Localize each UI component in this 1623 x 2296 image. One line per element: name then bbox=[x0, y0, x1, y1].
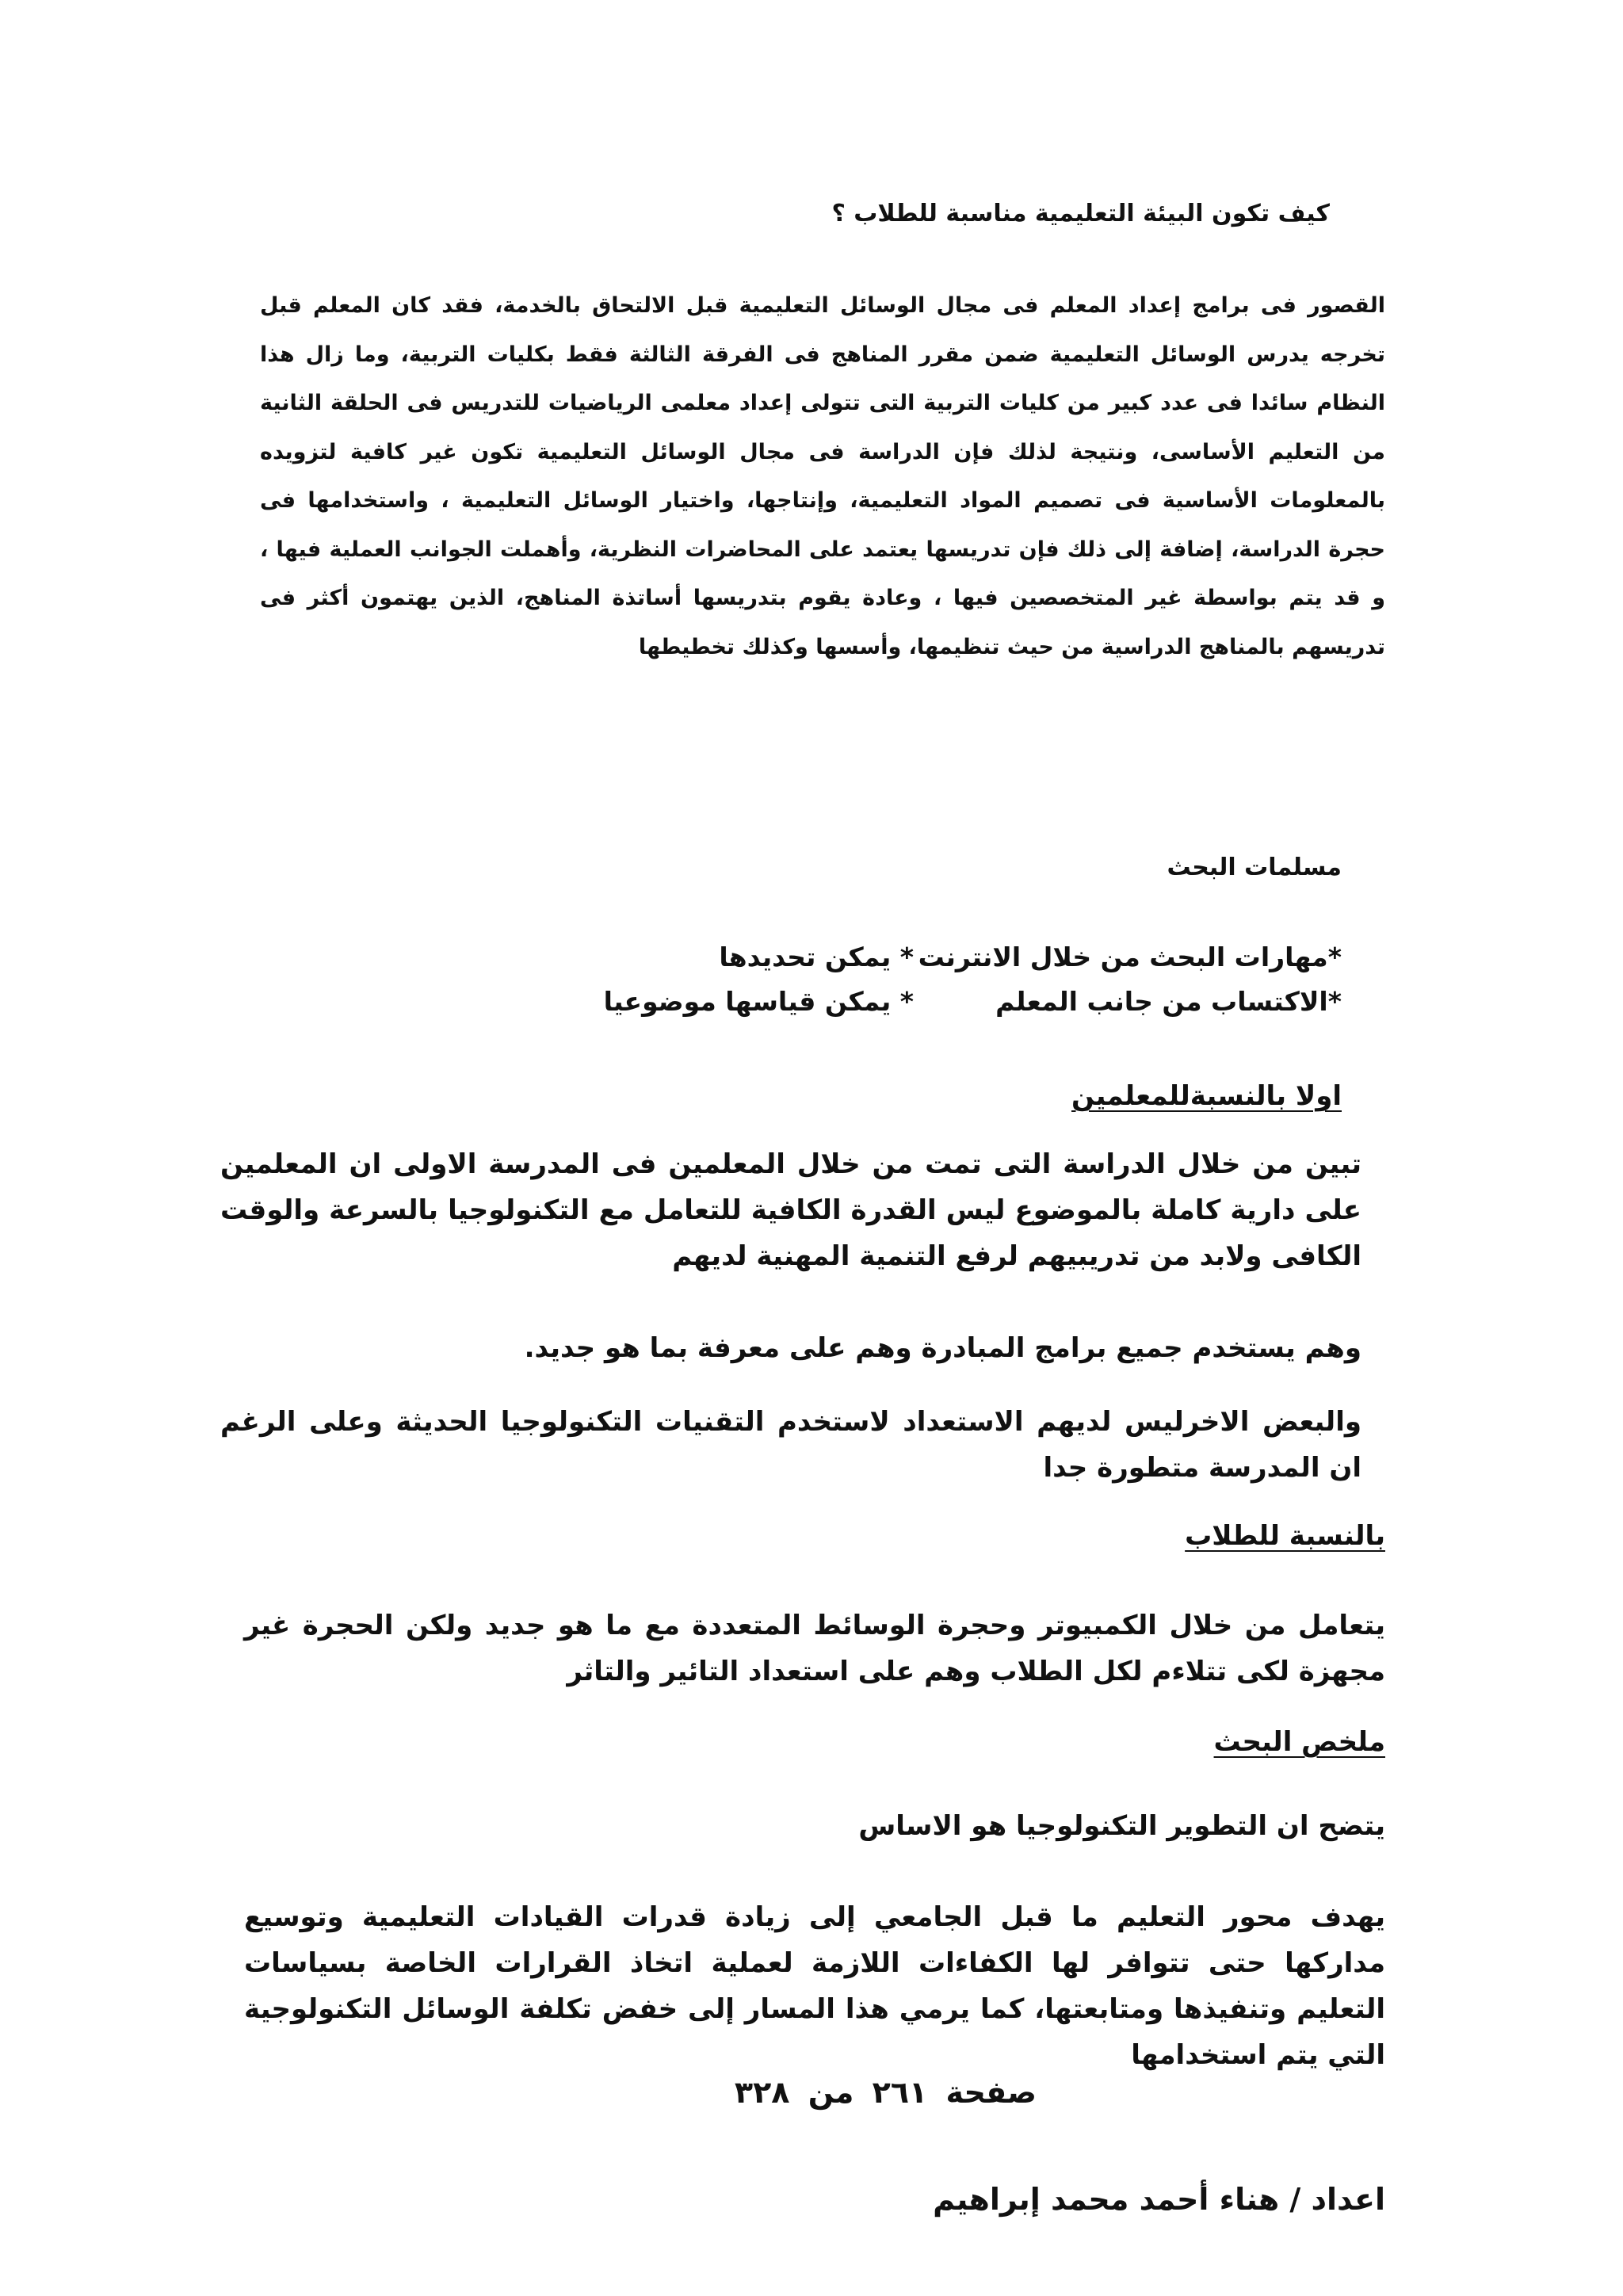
page-number: صفحة ٢٦١ من ٣٢٨ bbox=[734, 2075, 1037, 2110]
assumptions-heading: مسلمات البحث bbox=[1167, 854, 1342, 881]
summary-heading: ملخص البحث bbox=[1213, 1726, 1385, 1758]
page-title: كيف تكون البيئة التعليمية مناسبة للطلاب ؟ bbox=[831, 200, 1330, 227]
summary-paragraph: يهدف محور التعليم ما قبل الجامعي إلى زيادة قدرات القيادات التعليمية وتوسيع مداركها حتى تتوافر لها الكفاءات اللازمة لعملية اتخاذ القرارات الخاصة بسياسات التعليم وتنفيذها ومتابعتها، كما يرمي هذا المسار إلى خفض تكلفة الوسائل التكنولوجية التي يتم استخدامها bbox=[244, 1901, 1385, 2071]
assumption-row bbox=[232, 935, 1342, 980]
assumption-note: * يمكن تحديدها bbox=[719, 942, 914, 972]
teachers-paragraph: وهم يستخدم جميع برامج المبادرة وهم على معرفة بما هو جديد. bbox=[524, 1332, 1361, 1364]
teachers-paragraph: تبين من خلال الدراسة التى تمت من خلال المعلمين فى المدرسة الاولى ان المعلمين على دارية كاملة بالموضوع ليس القدرة الكافية للتعامل مع التكنولوجيا بالسرعة والوقت الكافى ولابد من تدريبيهم لرفع التنمية المهنية لديهم bbox=[220, 1148, 1361, 1272]
students-paragraph: يتعامل من خلال الكمبيوتر وحجرة الوسائط المتعددة مع ما هو جديد ولكن الحجرة غير مجهزة لكى تتلاءم لكل الطلاب وهم على استعداد التائير والتاثر bbox=[244, 1610, 1385, 1687]
assumption-item: *الاكتساب من جانب المعلم bbox=[995, 986, 1342, 1017]
teachers-paragraph: والبعض الاخرليس لديهم الاستعداد لاستخدم التقنيات التكنولوجيا الحديثة وعلى الرغم ان المدرسة متطورة جدا bbox=[220, 1406, 1361, 1484]
assumption-note: * يمكن قياسها موضوعيا bbox=[603, 986, 914, 1017]
intro-paragraph: القصور فى برامج إعداد المعلم فى مجال الوسائل التعليمية قبل الالتحاق بالخدمة، فقد كان المعلم قبل تخرجه يدرس الوسائل التعليمية ضمن مقرر المناهج فى الفرقة الثالثة فقط بكليات التربية، وما زال هذا النظام سائدا فى عدد كبير من كليات التربية التى تتولى إعداد معلمى الرياضيات للتدريس فى الحلقة الثانية من التعليم الأساسى، ونتيجة لذلك فإن الدراسة فى مجال الوسائل التعليمية تكون غير كافية لتزويده بالمعلومات الأساسية فى تصميم المواد التعليمية، وإنتاجها، واختيار الوسائل التعليمية ، واستخدامها فى حجرة الدراسة، إضافة إلى ذلك فإن تدريسها يعتمد على المحاضرات النظرية، وأهملت الجوانب العملية فيها ، و قد يتم بواسطة غير المتخصصين فيها ، وعادة يقوم بتدريسها أساتذة المناهج، الذين يهتمون أكثر فى تدريسهم بالمناهج الدراسية من حيث تنظيمها، وأسسها وكذلك تخطيطها bbox=[260, 293, 1385, 659]
assumptions-list bbox=[232, 935, 1342, 1024]
summary-paragraph: يتضح ان التطوير التكنولوجيا هو الاساس bbox=[858, 1810, 1385, 1842]
assumption-item: *مهارات البحث من خلال الانترنت bbox=[918, 942, 1342, 972]
author-credit: اعداد / هناء أحمد محمد إبراهيم bbox=[933, 2182, 1385, 2217]
teachers-heading: اولا بالنسبةللمعلمين bbox=[1071, 1080, 1342, 1112]
assumption-row bbox=[232, 980, 1342, 1024]
students-heading: بالنسبة للطلاب bbox=[1185, 1520, 1385, 1552]
